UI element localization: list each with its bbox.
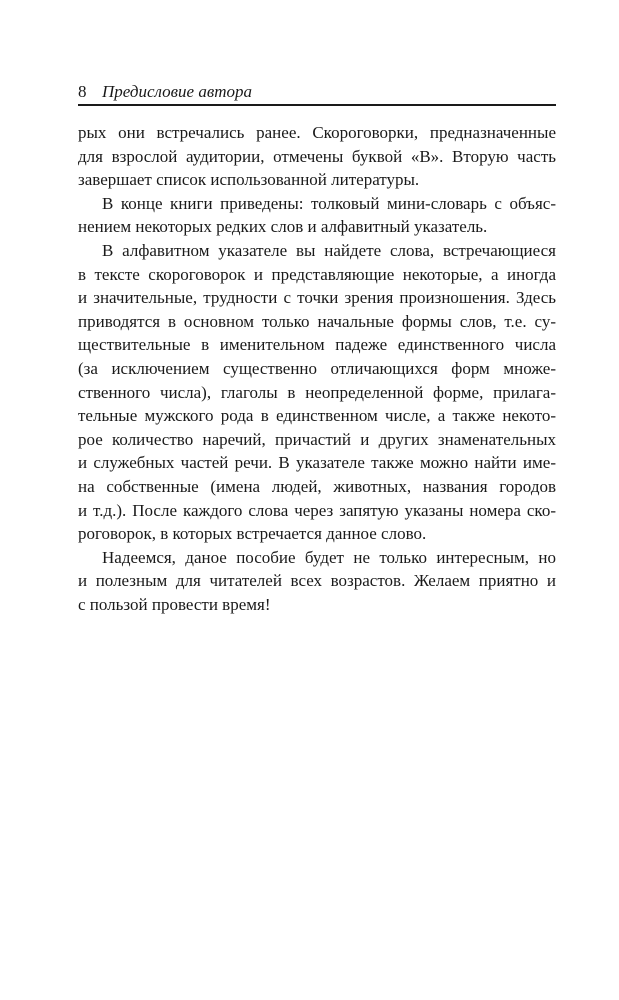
text-line: и значительные, трудности с точки зрения произношения. Здесь xyxy=(78,288,556,308)
text-line: завершает список использованной литературы. xyxy=(78,170,420,190)
text-line: тельные мужского рода в единственном числе, а также некото- xyxy=(78,406,556,426)
text-line: ственного числа), глаголы в неопределенной форме, прилага- xyxy=(78,382,556,402)
text-line: на собственные (имена людей, животных, названия городов xyxy=(78,476,556,496)
running-head-title: Предисловие автора xyxy=(102,82,252,101)
text-line: рое количество наречий, причастий и других знаменательных xyxy=(78,429,556,449)
text-line: роговорок, в которых встречается данное слово. xyxy=(78,524,427,544)
text-line: и служебных частей речи. В указателе также можно найти име- xyxy=(78,453,556,473)
text-line: с пользой провести время! xyxy=(78,594,271,614)
paragraph xyxy=(78,546,556,617)
text-line: ществительные в именительном падеже единственного числа xyxy=(78,335,556,355)
body-text xyxy=(78,121,556,616)
text-line: рых они встречались ранее. Скороговорки, предназначенные xyxy=(78,123,556,142)
text-line: в тексте скороговорок и представляющие некоторые, а иногда xyxy=(78,264,556,284)
text-line: и полезным для читателей всех возрастов. Желаем приятно и xyxy=(78,571,556,591)
text-line: (за исключением существенно отличающихся форм множе- xyxy=(78,358,556,378)
text-line: В конце книги приведены: толковый мини-словарь с объяс- xyxy=(102,193,556,213)
paragraph xyxy=(78,239,556,546)
text-line: для взрослой аудитории, отмечены буквой «В». Вторую часть xyxy=(78,146,556,166)
paragraph xyxy=(78,121,556,192)
page-number: 8 xyxy=(78,82,87,101)
text-line: и т.д.). После каждого слова через запятую указаны номера ско- xyxy=(78,500,556,520)
paragraph xyxy=(78,192,556,239)
running-header xyxy=(78,80,556,106)
text-line: В алфавитном указателе вы найдете слова, встречающиеся xyxy=(102,240,556,260)
text-line: Надеемся, даное пособие будет не только интересным, но xyxy=(102,547,556,567)
text-line: приводятся в основном только начальные формы слов, т.е. су- xyxy=(78,311,556,331)
text-line: нением некоторых редких слов и алфавитный указатель. xyxy=(78,217,488,237)
